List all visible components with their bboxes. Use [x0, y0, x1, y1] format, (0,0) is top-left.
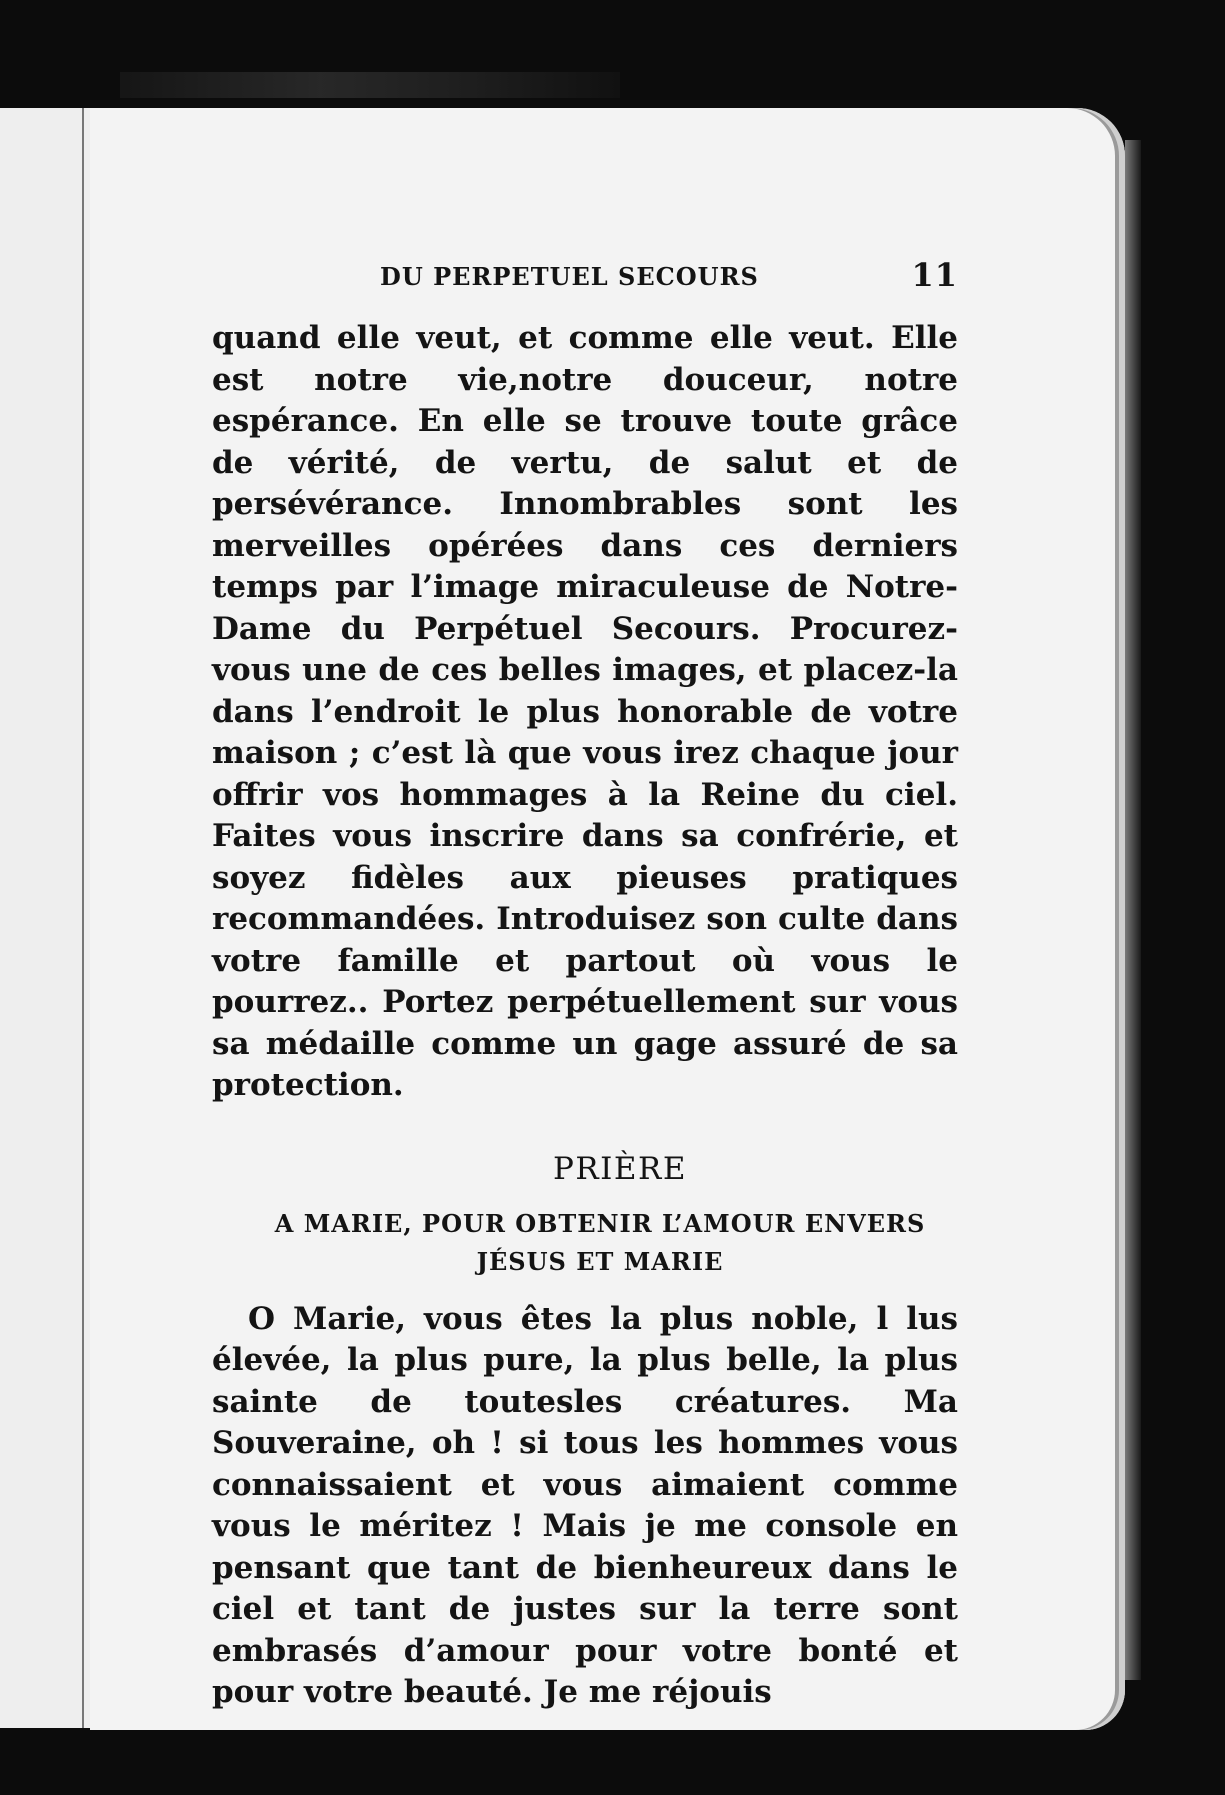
- prayer-subtitle-line-2: JÉSUS ET MARIE: [476, 1246, 724, 1276]
- page-edge-shadow: [1125, 140, 1141, 1680]
- prayer-heading: PRIÈRE: [552, 1150, 688, 1187]
- running-head: [212, 256, 958, 306]
- running-title: DU PERPETUEL SECOURS: [380, 262, 759, 291]
- scan-artifact: [120, 72, 620, 98]
- prayer-subtitle-line-1: A MARIE, POUR OBTENIR L’AMOUR ENVERS: [274, 1208, 926, 1238]
- page-number: 11: [911, 256, 958, 294]
- page-text-block: [212, 256, 958, 1714]
- prayer-subtitle: [212, 1205, 958, 1281]
- facing-page-edge: [0, 108, 93, 1728]
- body-paragraph: quand elle veut, et comme elle veut. Elle est notre vie,notre douceur, notre espérance. En elle se trouve toute grâce de vérité, de vertu, de salut et de persévérance. Innombrables sont les merveilles opérées dans ces derniers temps par l’image miraculeuse de Notre-Dame du Perpétuel Secours. Procurez-vous une de ces belles images, et placez-la dans l’endroit le plus honorable de votre maison ; c’est là que vous irez chaque jour offrir vos hommages à la Reine du ciel. Faites vous inscrire dans sa confrérie, et soyez fidèles aux pieuses pratiques recommandées. Introduisez son culte dans votre famille et partout où vous le pourrez.. Portez perpétuellement sur vous sa médaille comme un gage assuré de sa protection.: [212, 320, 958, 1103]
- prayer-text: O Marie, vous êtes la plus noble, l lus élevée, la plus pure, la plus belle, la plus sainte de toutesles créatures. Ma Souveraine, oh ! si tous les hommes vous connaissaient et vous aimaient comme vous le méritez ! Mais je me console en pensant que tant de bienheureux dans le ciel et tant de justes sur la terre sont embrasés d’amour pour votre bonté et pour votre beauté. Je me réjouis: [212, 1300, 958, 1710]
